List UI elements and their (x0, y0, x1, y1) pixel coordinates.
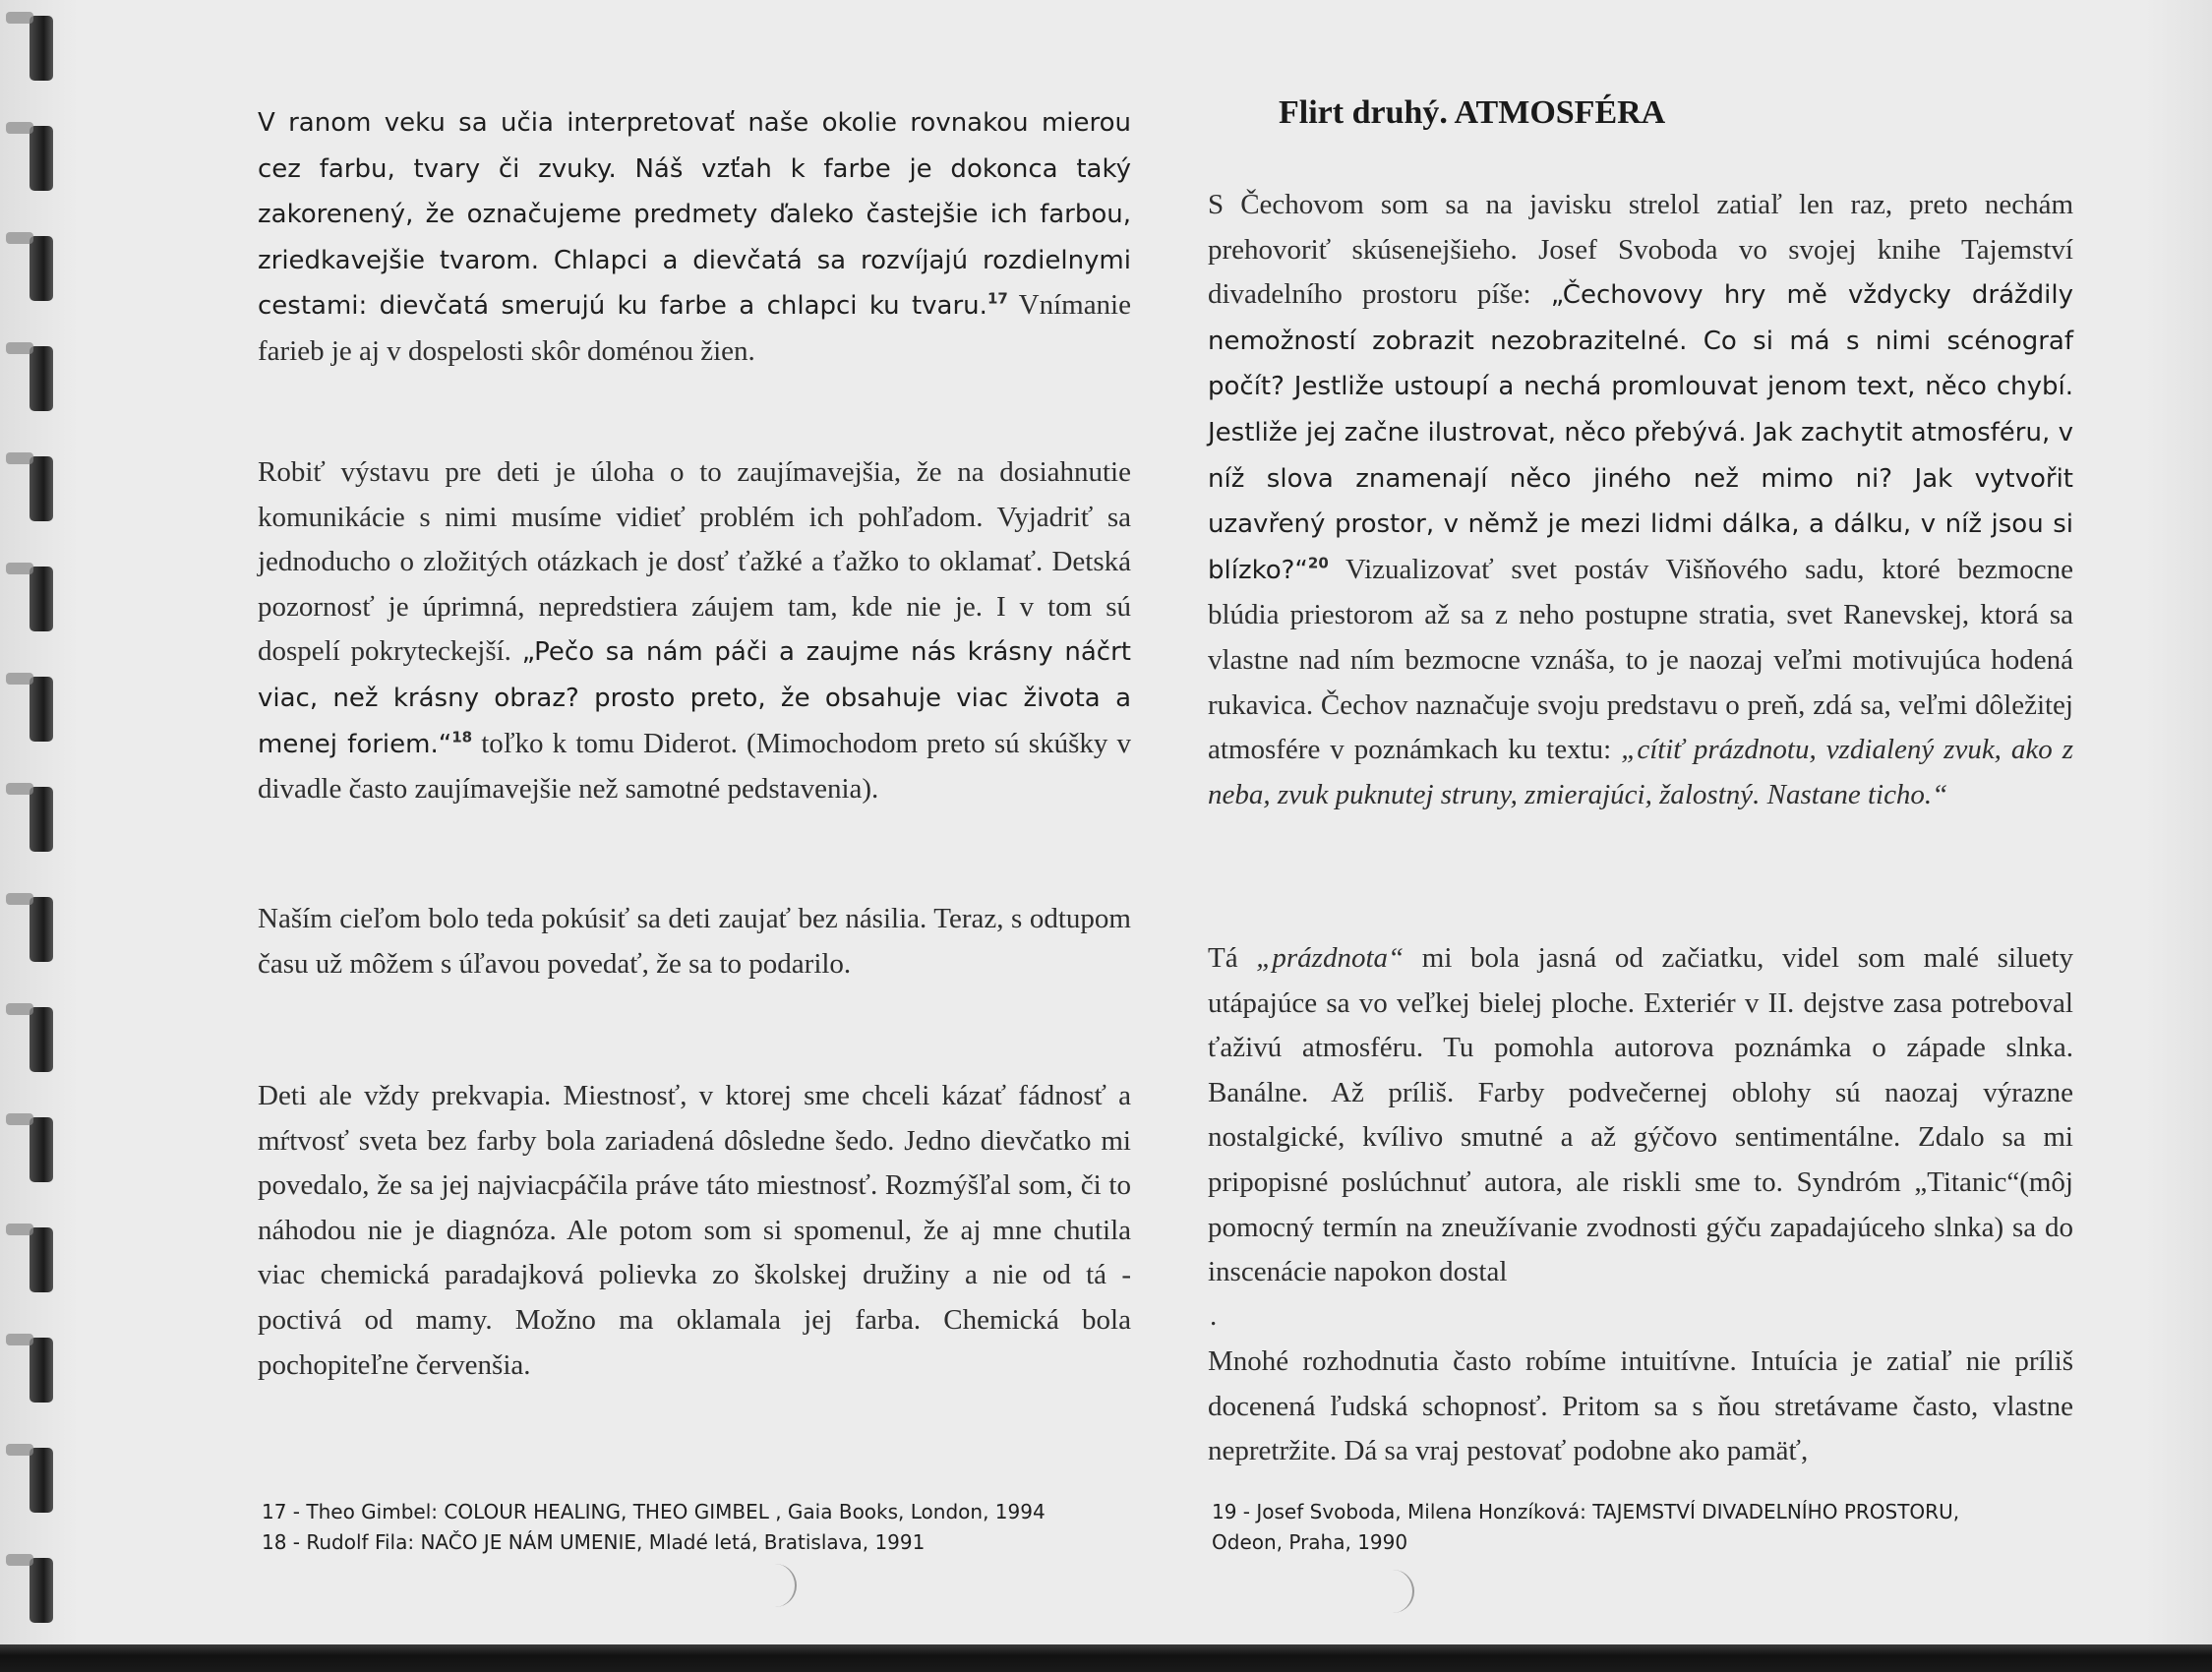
paragraph-text: Naším cieľom bolo teda pokúsiť sa deti zaujať bez násilia. Teraz, s odtupom času už môžem s úľavou povedať, že sa to podarilo. (258, 903, 1131, 980)
paragraph (1208, 183, 2073, 817)
scan-edge (0, 1644, 2212, 1672)
paragraph (258, 450, 1131, 812)
stray-mark: . (1210, 1300, 1218, 1332)
footnotes (1212, 1497, 1959, 1558)
footnote-ref: 18 (451, 727, 473, 746)
paragraph (258, 1074, 1131, 1388)
quote-text: „prázdnota“ (1256, 942, 1405, 974)
quote-text: „cítiť prázdnotu, vzdialený zvuk, ako z neba, zvuk puknutej struny, zmierajúci, žalostný. Nastane ticho.“ (1208, 734, 2073, 810)
binding-ring (6, 1220, 55, 1296)
paragraph-text: Vnímanie farieb je aj v dospelosti skôr doménou žien. (258, 289, 1131, 367)
binding-ring (6, 779, 55, 856)
binding-ring (6, 8, 55, 85)
footnote: 17 - Theo Gimbel: COLOUR HEALING, THEO GIMBEL , Gaia Books, London, 1994 (262, 1500, 1046, 1523)
section-heading: Flirt druhý. ATMOSFÉRA (1279, 94, 1666, 131)
binding-ring (6, 118, 55, 195)
paragraph-text: Mnohé rozhodnutia často robíme intuitívne. Intuícia je zatiaľ nie príliš docenená ľudská schopnosť. Pritom sa s ňou stretávame často, vlastne nepretržite. Dá sa vraj pestovať podobne ako pamäť, (1208, 1345, 2073, 1467)
binding-ring (6, 448, 55, 525)
page-number-mark (1385, 1570, 1414, 1613)
binding-ring (6, 889, 55, 966)
binding-ring (6, 559, 55, 635)
paragraph-text: Vizualizovať svet postáv Višňového sadu, ktoré bezmocne blúdia priestorom až sa z neho postupne stratia, svet Ranevskej, ktorá sa vlastne nad ním bezmocne vznáša, to je naozaj veľmi motivujúca hodená rukavica. Čechov naznačuje svoju predstavu o preň, zdá sa, veľmi dôležitej atmosfére v poznámkach ku textu: (1208, 553, 2073, 766)
footnote-ref: 17 (986, 289, 1008, 308)
footnote: 19 - Josef Svoboda, Milena Honzíková: TAJEMSTVÍ DIVADELNÍHO PROSTORU, (1212, 1500, 1960, 1523)
paragraph-text: Deti ale vždy prekvapia. Miestnosť, v ktorej sme chceli kázať fádnosť a mŕtvosť sveta bez farby bola zariadená dôsledne šedo. Jedno dievčatko mi povedalo, že sa jej najviacpáčila práve táto miestnosť. Rozmýšľal som, či to náhodou nie je diagnóza. Ale potom som si spomenul, že aj mne chutila viac chemická paradajková polievka zo školskej družiny a nie od tá - poctivá od mamy. Možno ma oklamala jej farba. Chemická bola pochopiteľne červenšia. (258, 1080, 1131, 1381)
binding-ring (6, 1330, 55, 1406)
paragraph-text: mi bola jasná od začiatku, videl som malé siluety utápajúce sa vo veľkej bielej ploche. Exteriér v II. dejstve zasa potreboval ťaživú atmosféru. Tu pomohla autorova poznámka o západe slnka. Banálne. Až príliš. Farby podvečernej oblohy sú naozaj výrazne nostalgické, kvílivo smutné a až gýčovo sentimentálne. Zdalo sa mi pripopisné poslúchnuť autora, ale riskli sme to. Syndróm „Titanic“(môj pomocný termín na zneužívanie zvodnosti gýču zapadajúceho slnka) sa do inscenácie napokon dostal (1208, 942, 2073, 1288)
paragraph-text: Tá (1208, 942, 1257, 974)
paragraph-text: S Čechovom som sa na javisku strelol zatiaľ len raz, preto nechám prehovoriť skúsenejšieho. Josef Svoboda vo svojej knihe Tajemství divadelního prostoru píše: (1208, 189, 2073, 311)
binding-ring (6, 1440, 55, 1517)
binding-ring (6, 669, 55, 746)
footnote: Odeon, Praha, 1990 (1212, 1530, 1408, 1554)
page-number-mark (767, 1564, 797, 1607)
paragraph (1208, 936, 2073, 1295)
paragraph-text: toľko k tomu Diderot. (Mimochodom preto sú skúšky v divadle často zaujímavejšie než samotné pedstavenia). (258, 727, 1131, 806)
binding-ring (6, 1550, 55, 1627)
binding-ring (6, 999, 55, 1076)
footnote-ref: 20 (1307, 554, 1329, 572)
paragraph-text: V ranom veku sa učia interpretovať naše okolie rovnakou mierou cez farbu, tvary či zvuky. Náš vzťah k farbe je dokonca taký zakorenený, že označujeme predmety ďaleko častejšie ich farbou, zriedkavejšie tvarom. Chlapci a dievčatá sa rozvíjajú rozdielnymi cestami: dievčatá smerujú ku farbe a chlapci ku tvaru. (258, 108, 1131, 322)
binding-ring (6, 228, 55, 305)
quote-text: „Čechovovy hry mě vždycky dráždily nemožností zobrazit nezobrazitelné. Co si má s nimi scénograf počít? Jestliže ustoupí a nechá promlouvat jenom text, něco chybí. Jestliže jej začne ilustrovat, něco přebývá. Jak zachytit atmosféru, v níž slova znamenají něco jiného než mimo ni? Jak vytvořit uzavřený prostor, v němž je mezi lidmi dálka, a dálku, v níž jsou si blízko?“ (1208, 280, 2074, 585)
paragraph (258, 897, 1131, 986)
paragraph-text: Robiť výstavu pre deti je úloha o to zaujímavejšia, že na dosiahnutie komunikácie s nimi musíme vidieť problém ich pohľadom. Vyjadriť sa jednoducho o zložitých otázkach je dosť ťažké a ťažko to oklamať. Detská pozornosť je úprimná, nepredstiera záujem tam, kde nie je. I v tom sú dospelí pokryteckejší. (258, 456, 1131, 668)
footnotes (262, 1497, 1046, 1558)
paragraph (258, 100, 1131, 375)
binding-ring (6, 338, 55, 415)
binding-ring (6, 1109, 55, 1186)
paragraph (1208, 1340, 2073, 1474)
quote-text: „Pečo sa nám páči a zaujme nás krásny náčrt viac, než krásny obraz? prosto preto, že obsahuje viac života a menej foriem.“ (258, 637, 1131, 759)
spiral-binding (0, 0, 69, 1672)
footnote: 18 - Rudolf Fila: NAČO JE NÁM UMENIE, Mladé letá, Bratislava, 1991 (262, 1530, 926, 1554)
